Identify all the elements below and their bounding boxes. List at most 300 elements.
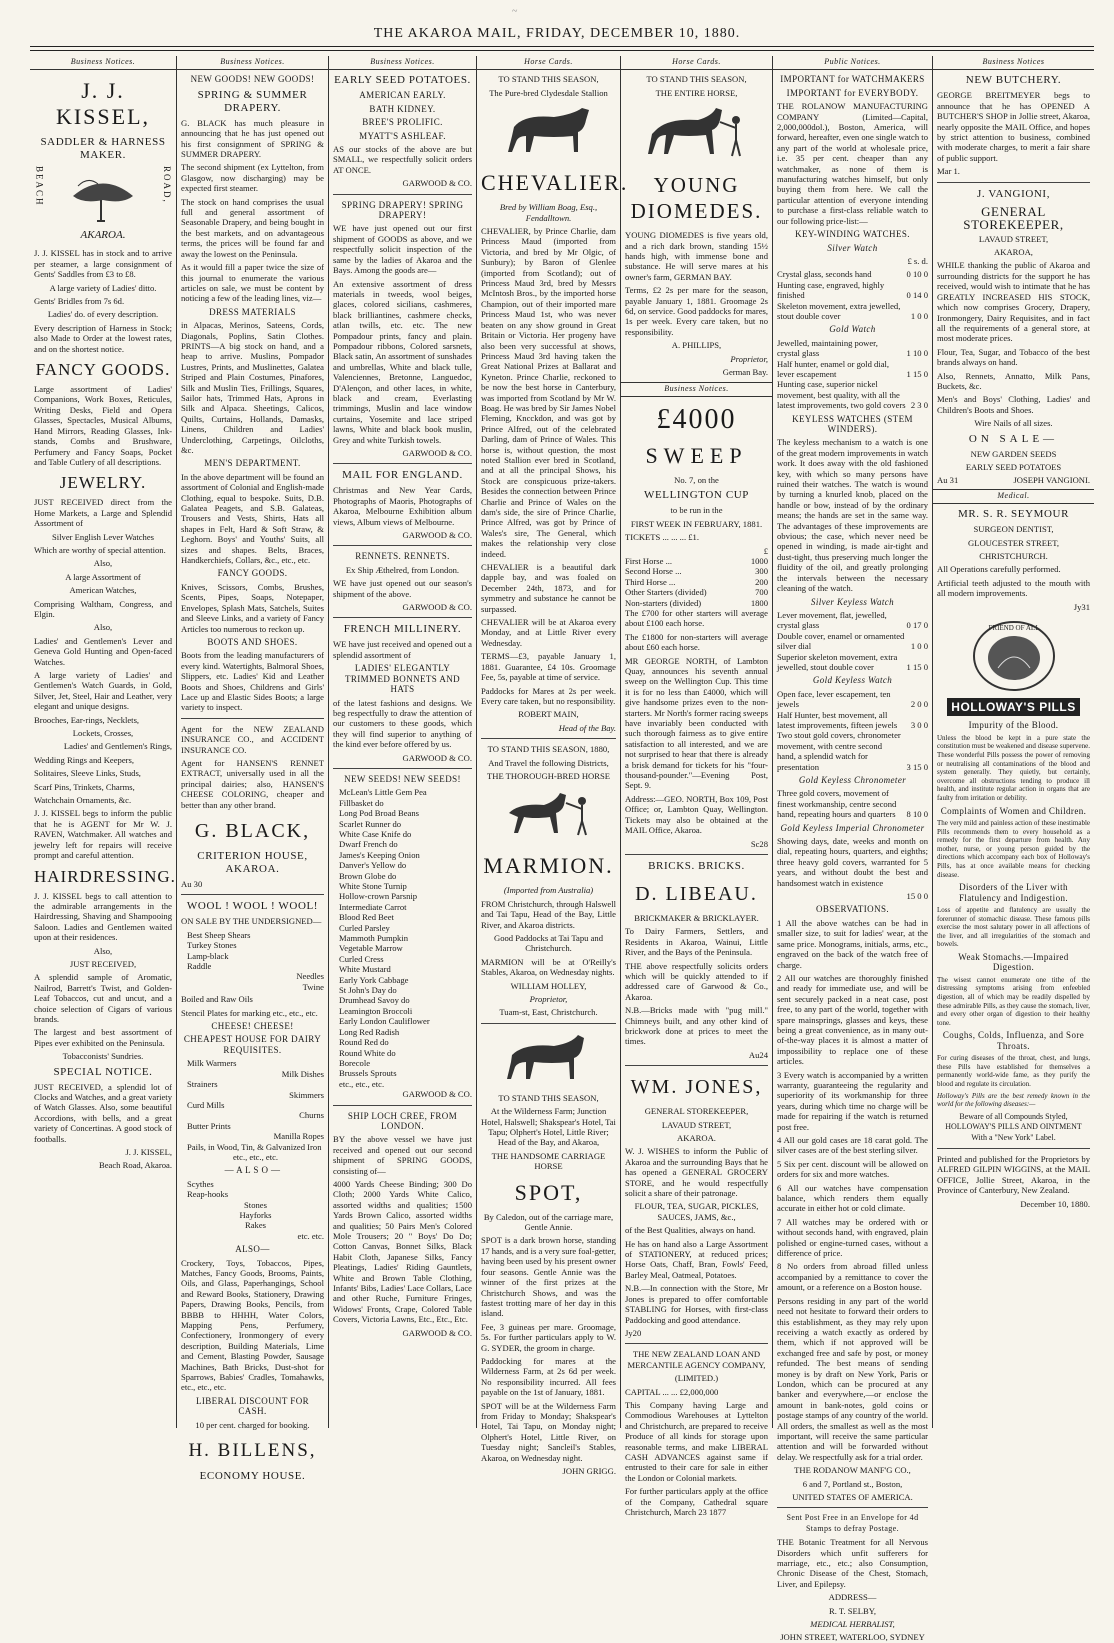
road-label: ROAD,: [162, 166, 172, 205]
saddle-illustration: [34, 166, 172, 248]
list-item: Butter Prints: [187, 1120, 231, 1131]
notice-text: Large assortment of Ladies' Companions, Work Boxes, Reticules, Writing Desks, Field and Opera Glasses, Spectacles, Musical Albums, Hand Mirrors, Reading Glasses, Ink-stands, Combs and Brushware, Perfumery and Fancy Soaps, Pocket and Table Cutlery of all descriptions.: [34, 384, 172, 467]
notice-text: THE HANDSOME CARRIAGE HORSE: [491, 1150, 606, 1172]
price-list: [777, 788, 928, 819]
notice-text: Knives, Scissors, Combs, Brushes, Scents, Pipes, Soaps, Notepaper, Envelopes, Splash Mats, Satchels, Suites and Sleeve Links, and a variety of Fancy Articles too numerous to reckon up.: [181, 581, 324, 634]
list-item: etc., etc., etc.: [339, 1078, 385, 1089]
list-item: Churns: [299, 1110, 324, 1121]
notice-text: Boiled and Raw Oils: [181, 994, 253, 1005]
notice-text: 3 Every watch is accompanied by a written warranty, guaranteeing the regularity and superiority of its workmanship for three years, during which time no charge will be made for repairing if the watch is returned post free.: [777, 1069, 928, 1132]
price-description: Half hunter, enamel or gold dial, lever escapement: [777, 358, 890, 379]
notice-text: The £700 for other starters will average about £100 each horse.: [625, 607, 768, 629]
table-cell: 1800: [750, 597, 768, 608]
notice-text: Also,: [93, 558, 113, 569]
notice-text: Men's and Boys' Clothing, Ladies' and Children's Boots and Shoes.: [937, 394, 1090, 415]
notice-text: WHILE thanking the public of Akaroa and surrounding districts for the support he has received, would wish to intimate that he has GREATLY INCREASED HIS STOCK, which now comprises Grocery, Drapery, Ironmongery, Dairy Requisites, and in fact all the requirements of a general store, at most moderate prices.: [937, 260, 1090, 344]
prize-table: [625, 546, 768, 608]
notice-text: TERMS—£3, payable January 1, 1881. Guarantee, £4 10s. Groomage Fee, 5s, payable at time of service.: [481, 651, 616, 683]
divider: [625, 854, 768, 855]
advertiser-name: D. LIBEAU.: [635, 882, 758, 905]
notice-text: GLOUCESTER STREET,: [967, 537, 1060, 548]
notice-text: The wisest cannot enumerate one tithe of the distressing symptoms arising from enfeebled digestion, all of which may be readily dispelled by these admirable Pills, as they cause the stomach, liver, and every other organ of digestion to their healthy tone.: [937, 975, 1090, 1027]
notice-text: 4000 Yards Cheese Binding; 300 Do Cloth; 2000 Yards White Calico, assorted widths and qualities; 1500 Yards Brown Calico, assorted widths and qualities; 50 Pairs Men's Colored Mole Trousers; 20 " Boys' Do Do; Cotton Canvas, Bonnet Silks, Black Habit Cloth, Japanese Silks, Fancy Pleatings, Ladies' Riding Gauntlets, White and Brown Table Clothing, Infants' Bibs, Ladies' Lace Collars, Lace and other Ruche, Furniture Fringes, Widows' Fronts, Crape, Colored Table Covers, Victoria Lawns, Etc., Etc., Etc.: [333, 1178, 472, 1325]
list-item: Curled Cress: [339, 953, 384, 964]
notice-text: Showing days, date, weeks and month on dial, repeating hours, quarters, and eighths; three heavy gold covers, warranted for 5 years, and without doubt the best and handsomest watch in existence: [777, 836, 928, 888]
notice-text: Every description of Harness in Stock; also Made to Order at the lowest rates, and on the shortest notice.: [34, 322, 172, 354]
section-heading: Weak Stomachs.—Impaired Digestion.: [958, 951, 1069, 973]
notice-heading: FRENCH MILLINERY.: [343, 623, 462, 636]
price-row: [777, 689, 928, 710]
top-rule: [30, 46, 1094, 47]
list-item: Hayforks: [239, 1209, 272, 1220]
price-value: 15 0 0: [906, 891, 928, 902]
notice-heading: IMPORTANT for EVERYBODY.: [786, 87, 919, 98]
seal-label: FRIEND OF ALL: [988, 624, 1039, 633]
notice-text: Loss of appetite and flatulency are usually the forerunner of stomachic disease. These famous pills exercise the most salutary power in all affections of the liver, and all irregularities of the stomach and bowels.: [937, 905, 1090, 949]
section-heading: MEN'S DEPARTMENT.: [204, 458, 301, 469]
notice-code: Au 31: [937, 475, 959, 486]
section-heading: KEY-WINDING WATCHES.: [795, 229, 910, 240]
divider: [333, 194, 472, 195]
notice-heading: NEW SEEDS! NEW SEEDS!: [344, 773, 461, 784]
signature: GARWOOD & CO.: [402, 752, 472, 763]
list-item: Strainers: [187, 1079, 218, 1090]
notice-heading: ECONOMY HOUSE.: [199, 1470, 306, 1483]
notice-text: To Dairy Farmers, Settlers, and Residents in Akaroa, Wainui, Little River, and the Bays of the Peninsula.: [625, 926, 768, 958]
notice-text: CHRISTCHURCH.: [979, 551, 1048, 561]
notice-text: Agent for HANSEN'S RENNET EXTRACT, universally used in all the principal dairies; also, HANSEN'S CHEESE COLORING, cheaper and better than any other brand.: [181, 757, 324, 810]
notice-text: ON SALE BY THE UNDERSIGNED—: [181, 916, 322, 927]
price-row: [777, 730, 928, 772]
saddle-icon: [63, 166, 143, 226]
notice-text: SPOT is a dark brown horse, standing 17 hands, and is a very sure foal-getter, having been used by his present owner four seasons. Gentle Annie was the winner of the first prizes at the Christchurch Shows, and was the fastest trotting mare of her day in this island.: [481, 1235, 616, 1319]
notice-text: W. J. WISHES to inform the Public of Akaroa and the surrounding Bays that he has opened a GENERAL GROCERY STORE, and he would respectfully solicit a share of their patronage.: [625, 1146, 768, 1199]
table-cell: 200: [755, 576, 768, 587]
notice-text: to be run in the: [670, 505, 723, 516]
notice-heading: EARLY SEED POTATOES.: [334, 74, 471, 87]
notice-heading: Sent Post Free in an Envelope for 4d Stamps to defray Postage.: [786, 1513, 919, 1533]
notice-text: AKAROA.: [677, 1133, 716, 1143]
column-6: [772, 56, 932, 1643]
notice-text: The largest and best assortment of Pipes ever exhibited on the Peninsula.: [34, 1027, 172, 1048]
notice-text: JUST RECEIVED,: [69, 958, 137, 969]
table-row: [625, 556, 768, 566]
divider: [333, 617, 472, 618]
column-heading: Business Notices: [933, 56, 1094, 70]
section-heading: Gold Watch: [829, 324, 876, 335]
notice-text: ADDRESS—: [828, 1592, 877, 1603]
notice-code: Au 30: [181, 879, 203, 889]
list-item: Mammoth Pumpkin: [339, 933, 408, 944]
newspaper-page: [30, 56, 1094, 1643]
notice-text: EARLY SEED POTATOES: [965, 461, 1062, 472]
price-value: 2 0 0: [910, 699, 928, 710]
list-item: Long Pod Broad Beans: [339, 808, 419, 819]
section-heading: SPECIAL NOTICE.: [53, 1065, 153, 1078]
divider: [481, 1023, 616, 1024]
list-item: Needles: [296, 971, 324, 982]
price-description: Half Hunter, best movement, all latest improvements, fifteen jewels: [777, 709, 898, 730]
top-rule-2: [30, 50, 1094, 51]
racehorse-with-groom-icon: [494, 785, 604, 845]
section-heading: — A L S O —: [224, 1165, 281, 1176]
notice-text: American Watches,: [69, 585, 137, 596]
notice-heading: GENERAL STOREKEEPER,: [963, 203, 1064, 232]
notice-text: THE RODANOW MANF'G CO.,: [794, 1465, 911, 1476]
notice-text: WE have just opened out our first shipment of GOODS as above, and we respectfully solicit inspection of the same by the ladies of Akaroa and the Bays. Among the goods are—: [333, 223, 472, 276]
dairy-list: [181, 1058, 324, 1162]
notice-heading: IMPORTANT for WATCHMAKERS: [780, 74, 925, 85]
notice-heading: SPRING DRAPERY! SPRING DRAPERY!: [341, 199, 464, 221]
notice-text: AKAROA,: [994, 247, 1033, 258]
signature: A. PHILLIPS,: [671, 340, 722, 351]
carriage-horse-icon: [494, 1029, 604, 1089]
section-heading: ALSO—: [235, 1244, 270, 1255]
price-row: [777, 652, 928, 673]
price-row: [777, 788, 928, 819]
notice-text: Comprising Waltham, Congress, and Elgin.: [34, 598, 172, 619]
notice-text: And Travel the following Districts,: [488, 757, 609, 768]
notice-text: The £1800 for non-starters will average about £60 each horse.: [625, 631, 768, 653]
notice-text: A large Assortment of: [65, 571, 141, 582]
list-item: Curd Mills: [187, 1099, 225, 1110]
notice-text: THE ROLANOW MANUFACTURING COMPANY (Limited—Capital, 2,000,000dol.), Boston, America, will forward, hereafter, even one single watch to any part of the world at wholesale price, i.e. 35 per cent. cheaper than any watchmaker, as none of them is manufacturing watches himself, but only buying them from here. We call the particular attention of everyone intending to purchase a first-class reliable watch to our following price-list:—: [777, 101, 928, 226]
notice-text: GENERAL STOREKEEPER,: [644, 1106, 749, 1117]
table-cell: Other Starters (divided): [625, 587, 707, 598]
list-item: Intermediate Carrot: [339, 901, 407, 912]
list-item: Scarlet Runner do: [339, 818, 402, 829]
notice-text: A large variety of Ladies' and Gentlemen's Watch Guards, in Gold, Silver, Jet, Steel, Hair and Leather, very elegant and unique designs.: [34, 670, 172, 712]
notice-text: FIRST WEEK IN FEBRUARY, 1881.: [630, 518, 763, 529]
signature: GARWOOD & CO.: [402, 448, 472, 458]
table-row: [625, 566, 768, 576]
section-heading: DRESS MATERIALS: [209, 306, 296, 317]
notice-heading: ON SALE—: [968, 432, 1059, 445]
beach-label: BEACH: [34, 166, 45, 207]
list-item: Pails, in Wood, Tin, & Galvanized Iron: [187, 1141, 322, 1152]
notice-text: Which are worthy of special attention.: [34, 544, 166, 555]
column-7: [932, 56, 1094, 1428]
list-item: Hollow-crown Parsnip: [339, 891, 418, 902]
newspaper-title: THE AKAROA MAIL, FRIDAY, DECEMBER 10, 1880.: [373, 26, 741, 41]
horse-name: MARMION.: [483, 853, 614, 879]
section-heading: CHEAPEST HOUSE FOR DAIRY REQUISITES.: [183, 1034, 322, 1055]
notice-text: The stock on hand comprises the usual full and general assortment of Seasonable Drapery, and being bought in the best markets, and on advantageous terms, the prices will be found far and away the lowest on the Peninsula.: [181, 196, 324, 259]
notice-saddles: J. J. KISSEL has in stock and to arrive per steamer, a large consignment of Gents' Saddles from £3 to £8.: [34, 248, 172, 280]
signature: German Bay.: [722, 367, 768, 378]
table-cell: Non-starters (divided): [625, 597, 702, 608]
sweep-amount: £4000: [656, 403, 737, 435]
price-list: [777, 689, 928, 772]
table-row: [625, 577, 768, 587]
divider: [333, 1105, 472, 1106]
notice-text: Flour, Tea, Sugar, and Tobacco of the best brands always on hand.: [937, 346, 1090, 368]
notice-text: Paddocking for mares at the Wilderness Farm, at 2s 6d per week. No responsibility incurred. All fees payable on the 1st of January, 1881.: [481, 1355, 616, 1398]
section-heading: Coughs, Colds, Influenza, and Sore Throats.: [942, 1030, 1085, 1051]
signature: GARWOOD & CO.: [402, 602, 472, 613]
horse-name: SPOT,: [514, 1179, 583, 1205]
price-list: [777, 338, 928, 411]
notice-text: NEW GARDEN SEEDS: [970, 448, 1057, 459]
advertiser-name: G. BLACK,: [194, 820, 311, 842]
table-cell: Second Horse ...: [625, 566, 682, 577]
column-heading: Medical.: [933, 489, 1094, 504]
price-row: [777, 280, 928, 301]
signature: ROBERT MAIN,: [518, 709, 579, 720]
notice-text: THE above respectfully solicits orders which will be quickly attended to if addressed care of Garwood & Co., Akaroa.: [625, 960, 768, 1002]
notice-text: AS our stocks of the above are but SMALL, we respectfully solicit orders AT ONCE.: [333, 144, 472, 175]
list-item: James's Keeping Onion: [339, 849, 420, 860]
notice-text: Also,: [93, 945, 113, 956]
notice-text: For curing diseases of the throat, chest, and lungs, these Pills have established for themselves a permanently world-wide fame, as they purify the blood and regulate its circulation.: [937, 1054, 1090, 1088]
notice-text: THE THOROUGH-BRED HORSE: [486, 770, 611, 781]
advertiser-name: J. VANGIONI,: [976, 187, 1051, 200]
notice-text: All Operations carefully performed.: [937, 564, 1061, 575]
price-value: 1 10 0: [906, 348, 928, 359]
list-item: Manilla Ropes: [273, 1131, 324, 1142]
column-heading: Business Notices.: [621, 382, 772, 397]
notice-text: FLOUR, TEA, SUGAR, PICKLES, SAUCES, JAMS, &c.,: [634, 1201, 759, 1222]
table-row: [625, 598, 768, 608]
price-value: 1 0 0: [910, 310, 928, 321]
town-label: AKAROA.: [80, 229, 126, 242]
notice-text: Bred by William Boag, Esq., Fendalltown.: [499, 202, 598, 223]
price-value: 0 10 0: [906, 269, 928, 280]
notice-text: Good Paddocks at Tai Tapu and Christchurch.: [494, 932, 603, 954]
notice-text: CHEVALIER, by Prince Charlie, dam Princess Maud (imported from Victoria, and bred by Mr Olgic, of Sunbury); by Baron of Glenlee (imported from Scotland); out of Princess Maud 3rd, bred by Messrs McIntosh Bros., by the imported horse Champion, out of their imported mare Princess Maud 1st, who was never beaten on any show ground in Great Britain or Victoria. Her progeny have also been very successful at shows, Princess Maud 3rd having taken the Great National Prizes at Ballarat and Kyneton. Prince Charlie, reckoned to be now the best horse in Canterbury, was imported from Scotland by Mr W. Boag. He was bred by Sir James Nobel Fleming, Kncckdon, and was got by Prince Alfred, out of the celebrated Darling, dam of Prince of Wales. This horse is, without question, the most noted Stallion ever bred in Scotland, and at all the principal Shows, his Stock are conspicuous prize-takers. Besides the connection between Prince Charlie and Prince of Wales on the dam's side, the sire of Prince Charlie, Prince Alfred, was got by Prince of Wales's sire, The General, which makes the relationship very close indeed.: [481, 226, 616, 559]
notice-text: JUST RECEIVED direct from the Home Markets, a Large and Splendid Assortment of: [34, 497, 172, 529]
notice-text: Also,: [93, 622, 113, 633]
divider: [937, 182, 1090, 183]
column-4: [476, 56, 629, 1476]
notice-text: FROM Christchurch, through Halswell and Tai Tapu, Head of the Bay, Little River, and Akaroa districts.: [481, 898, 616, 930]
signature: JOHN GRIGG.: [562, 1466, 616, 1476]
price-description: Open face, lever escapement, ten jewels: [777, 688, 891, 710]
notice-text: No. 7, on the: [674, 474, 719, 485]
notice-text: 6 and 7, Portland st., Boston,: [802, 1478, 903, 1489]
notice-text: YOUNG DIOMEDES is five years old, and a rich dark brown, standing 15½ hands high, with immense bone and substance. He will serve mares at his owner's farm, GERMAN BAY.: [625, 230, 768, 282]
section-heading: JEWELRY.: [59, 473, 147, 493]
notice-text: Scarf Pins, Trinkets, Charms,: [34, 781, 135, 792]
list-item: Stones: [244, 1199, 267, 1210]
column-heading: Business Notices.: [329, 56, 476, 70]
notice-text: R. T. SELBY,: [828, 1605, 877, 1616]
notice-text: of the Best Qualities, always on hand.: [625, 1225, 756, 1236]
notice-text: MR GEORGE NORTH, of Lambton Quay, announces his seventh annual sweep on the Wellington Cup. This time it is for no less than £4000, which will give handsome prizes even to the non-starters. Mr North's former racing sweeps have invariably been conducted with such thorough fairness as to give entire satisfaction to all interested, and we are not surprised to hear that there is already a brisk demand for tickets for his "four-thousand-pounder."—Evening Post, Sept. 9.: [625, 655, 768, 791]
list-item: Milk Dishes: [281, 1068, 324, 1079]
table-cell: 1000: [750, 555, 768, 566]
signature: Tuam-st, East, Christchurch.: [499, 1007, 598, 1018]
notice-text: JUST RECEIVED, a splendid lot of Clocks and Watches, and a great variety of Watch Glasses. Also, some beautiful Accordions, with bells, and a great variety of Concertinas. A good stock of footballs.: [34, 1081, 172, 1144]
notice-text: J. J. KISSEL begs to call attention to the admirable arrangements in the Hairdressing, Shaving and Shampooing Saloon. Ladies and Gentlemen waited upon at their residences.: [34, 890, 172, 943]
notice-text: Artificial teeth adjusted to the mouth with all modern improvements.: [937, 577, 1090, 599]
divider: [937, 1148, 1090, 1149]
section-heading: HAIRDRESSING.: [34, 866, 176, 886]
notice-text: Agent for the NEW ZEALAND INSURANCE CO., and ACCIDENT INSURANCE CO.: [181, 723, 324, 755]
table-cell: Third Horse ...: [625, 576, 676, 587]
signature: Beach Road, Akaroa.: [98, 1160, 172, 1171]
list-item: Long Red Radish: [339, 1026, 400, 1037]
price-row: [777, 710, 928, 731]
column-2: [176, 56, 328, 1483]
price-row: [777, 359, 928, 380]
list-item: Milk Warmers: [187, 1058, 237, 1069]
column-heading: Horse Cards.: [621, 56, 772, 70]
notice-text: Persons residing in any part of the world need not hesitate to forward their orders to this establishment, as they may rely upon receiving a watch exactly as ordered by them, which if not approved will be exchanged free and safe by post, or money refunded. The best means of sending money is by draft on New York, Paris or London, which can be procured at any banker and everywhere,—or enclose the amount in bank-notes, gold coins or postage stamps of any country of the world. All orders, the smallest as well as the most important, will receive the same particular attention and will be forwarded without delay. We respectfully ask for a trial order.: [777, 1295, 928, 1462]
notice-text: A large variety of Ladies' ditto.: [49, 282, 157, 293]
list-item: Borecole: [339, 1057, 371, 1068]
column-5: [620, 56, 772, 1517]
notice-text: SPOT will be at the Wilderness Farm from Friday to Monday; Shakspear's Hotel, Tai Tapu, on Monday night; Olphert's Hotel, Little River, on Tuesday night; Sancleil's Stables, Akaroa, on Wednesday night.: [481, 1400, 616, 1463]
section-heading: Disorders of the Liver with Flatulency and Indigestion.: [958, 882, 1069, 903]
table-cell: First Horse ...: [625, 555, 673, 566]
section-heading: KEYLESS WATCHES (STEM WINDERS).: [792, 413, 913, 434]
notice-text: Also, Rennets, Annatto, Milk Pans, Buckets, &c.: [937, 370, 1090, 391]
list-item: Rakes: [244, 1220, 266, 1231]
list-item: etc. etc.: [297, 1230, 324, 1241]
list-item: Drumhead Savoy do: [339, 995, 410, 1006]
notice-text: Unless the blood be kept in a pure state the constitution must be weakened and disease supervene. These wonderful Pills possess the power of removing or neutralising all contaminations of the blood and system generally. They quietly, but certainly, overcome all obstructions tending to produce ill health, and institute regular action in organs that are faulty from irritation or debility.: [937, 733, 1090, 802]
list-item: MYATT'S ASHLEAF.: [359, 130, 446, 141]
price-description: Superior skeleton movement, extra jewelled, stout double cover: [777, 651, 898, 672]
notice-text: G. BLACK has much pleasure in announcing that he has just opened out his first consignment of SPRING & SUMMER DRAPERY.: [181, 117, 324, 160]
section-heading: Complaints of Women and Children.: [940, 805, 1087, 816]
notice-text: By Caledon, out of the carriage mare, Gentle Annie.: [483, 1211, 614, 1233]
notice-text: 4 All our gold cases are 18 carat gold. The silver cases are of the best sterling silver.: [777, 1135, 928, 1156]
list-item: Brussels Sprouts: [339, 1068, 397, 1079]
section-heading: BOOTS AND SHOES.: [207, 636, 298, 647]
divider: [333, 545, 472, 546]
notice-heading: CRITERION HOUSE, AKAROA.: [197, 850, 308, 875]
price-value: 0 17 0: [906, 620, 928, 631]
price-value: 0 14 0: [906, 290, 928, 301]
list-item: St John's Day do: [339, 985, 397, 996]
table-cell: 300: [755, 566, 768, 577]
list-item: AMERICAN EARLY.: [359, 90, 446, 101]
price-list: [777, 610, 928, 672]
list-item: Curled Parsley: [339, 922, 390, 933]
list-item: Vegetable Marrow: [339, 943, 403, 954]
list-item: White Case Knife do: [339, 828, 412, 839]
price-row: [777, 338, 928, 359]
advertiser-name: J. J. KISSEL,: [55, 78, 151, 130]
notice-text: 5 Six per cent. discount will be allowed on orders for six and more watches.: [777, 1158, 928, 1180]
divider: [333, 463, 472, 464]
list-item: Turkey Stones: [187, 940, 237, 951]
list-item: Round Red do: [339, 1037, 389, 1048]
signature: JOSEPH VANGIONI.: [1013, 475, 1090, 486]
notice-text: Solitaires, Sleeve Links, Studs,: [34, 768, 141, 779]
notice-text: TO STAND THIS SEASON,: [498, 1092, 599, 1103]
list-item: Best Sheep Shears: [187, 929, 251, 940]
price-row: [777, 610, 928, 631]
price-list: [777, 269, 928, 321]
price-value: 3 15 0: [906, 761, 928, 772]
price-description: Crystal glass, seconds hand: [777, 269, 872, 280]
trade-heading: SADDLER & HARNESS MAKER.: [40, 136, 166, 162]
notice-text: BRICKMAKER & BRICKLAYER.: [634, 912, 759, 923]
notice-text: Wire Nails of all sizes.: [974, 418, 1053, 429]
notice-text: Holloway's Pills are the best remedy known in the world for the following diseases:—: [937, 1091, 1090, 1109]
notice-text: Fee, 3 guineas per mare. Groomage, 5s. For further particulars apply to W. G. SYDER, the groom in charge.: [481, 1321, 616, 1353]
sale-list: [181, 930, 324, 992]
notice-text: He has on hand also a Large Assortment of STATIONERY, at reduced prices; Horse Oats, Chaff, Bran, Fowls' Feed, Barley Meal, Oatmeal, Potatoes.: [625, 1238, 768, 1280]
notice-text: in Alpacas, Merinos, Sateens, Cords, Diagonals, Poplins, Satin Clothes. PRINTS—A big stock on hand, and a heap to arrive. Muslins, Pompador Lustres, Prints, and Muslinettes, Galatea Striped and Plain Costumes, Pinafores, Silk and Muslin Ties, Frillings, Squares, Sailor hats, Trimmed Hats, Aprons in Silk and Alpaca. Sheetings, Calicos, Quilts, Curtains, Hollands, Damasks, Linens, Children and Ladies' Underclothing, Carpetings, Oilcloths, &c.: [181, 320, 324, 455]
signature: WILLIAM HOLLEY,: [510, 980, 587, 991]
price-row: [777, 631, 928, 652]
notice-text: The keyless mechanism to a watch is one of the great modern improvements in watch work. It does away with the old fashioned key, with which so many persons have ruined their watches. The watch is wound by turning a knurled knob, placed on the handle or bow, instead of by the ordinary means; the hands are set in the same way. The advantages of these improvements are obvious; the case, which never need be opened in winding, is made air-tight and dust-tight, thus preserving much longer the fluidity of the oil, and greatly prolonging the intervals between the necessary cleaning of the watch.: [777, 437, 928, 594]
holloway-seal-icon: [964, 616, 1064, 694]
list-item: Brown Globe do: [339, 870, 397, 881]
currency-label: £ s. d.: [907, 255, 928, 266]
notice-text: THE ENTIRE HORSE,: [655, 87, 738, 98]
notice-text: LAVAUD STREET,: [661, 1119, 732, 1130]
notice-text: TO STAND THIS SEASON,: [498, 74, 599, 85]
notice-text: The Pure-bred Clydesdale Stallion: [489, 87, 608, 98]
signature: GARWOOD & CO.: [402, 178, 472, 189]
notice-text: TO STAND THIS SEASON,: [646, 74, 747, 85]
notice-text: (LIMITED.): [674, 1373, 719, 1384]
list-item: etc., etc., etc.: [232, 1151, 279, 1162]
notice-text: GEORGE BREITMEYER begs to announce that he has OPENED A BUTCHER'S SHOP in Jollie street, Akaroa, nearly opposite the MAIL Office, and hopes by strict attention to business, combined with moderate charges, to merit a fair share of public support.: [937, 90, 1090, 163]
notice-text: Watchchain Ornaments, &c.: [34, 795, 132, 806]
price-value: 1 15 0: [906, 368, 928, 379]
list-item: McLean's Little Gem Pea: [339, 787, 427, 798]
price-value: 2 3 0: [910, 400, 928, 411]
notice-heading: RENNETS. RENNETS.: [355, 551, 450, 562]
section-heading: FANCY GOODS.: [217, 568, 288, 579]
notice-text: SURGEON DENTIST,: [973, 524, 1054, 535]
column-heading: Public Notices.: [773, 56, 932, 70]
notice-text: 2 All our watches are thoroughly finished and ready for immediate use, and will be sent securely packed in a neat case, post free, to any part of the world, together with spare mainsprings, glasses and keys, these being a great convenience, as in many out-of-the-way places it is almost a matter of impossibility to replace one of these articles.: [777, 972, 928, 1067]
notice-text: Boots from the leading manufacturers of every kind. Watertights, Balmoral Shoes, Slippers, etc. Ladies' Kid and Leather Boots and Shoes, Childrens and Girls' Lace up and Elastic Sides Boots; a large variety to inspect.: [181, 650, 324, 713]
holloways-pills-banner: HOLLOWAY'S PILLS: [947, 698, 1080, 716]
price-value: 8 10 0: [906, 809, 928, 820]
notice-text: Ladies' and Gentlemen's Rings,: [63, 741, 172, 752]
horse-name: YOUNG DIOMEDES.: [630, 173, 763, 224]
notice-text: 10 per cent. charged for booking.: [195, 1419, 310, 1430]
price-description: Skeleton movement, extra jewelled, stout double cover: [777, 300, 901, 321]
notice-heading: LADIES' ELEGANTLY TRIMMED BONNETS AND HATS: [344, 663, 461, 695]
price-value: 1 0 0: [910, 641, 928, 652]
signature: Proprietor,: [529, 994, 568, 1004]
notice-text: As it would fill a paper twice the size of this journal to enumerate the various articles on sale, we must be content by noticing a few of the leading lines, viz—: [181, 262, 324, 304]
price-description: Double cover, enamel or ornamented silver dial: [777, 630, 905, 652]
notice-text: Terms, £2 2s per mare for the season, payable January 1, 1881. Groomage 2s 6d, on service. Good paddocks for mares, 1s per week. Every care taken, but no responsibility.: [625, 285, 768, 337]
section-heading: Gold Keyless Chronometer: [798, 775, 907, 785]
section-heading: Silver Watch: [827, 242, 878, 253]
notice-text: CAPITAL ... ... £2,000,000: [625, 1386, 719, 1397]
table-cell: 700: [755, 587, 768, 598]
notice-code: Sc28: [750, 838, 768, 849]
notice-text: WE have just opened out our season's shipment of the above.: [333, 578, 472, 599]
price-value: 1 15 0: [906, 661, 928, 672]
notice-text: 7 All watches may be ordered with or without seconds hand, with engraved, plain polished or engine-turned cases, without a difference of price.: [777, 1216, 928, 1259]
notice-heading: SHIP LOCH CREE, FROM LONDON.: [347, 1110, 458, 1131]
notice-text: Stencil Plates for marking etc., etc., etc.: [181, 1007, 318, 1018]
notice-text: This Company having Large and Commodious Warehouses at Lyttelton and Christchurch, are prepared to receive Produce of all kinds for storage upon reasonable terms, and make LIBERAL CASH ADVANCES against same if entrusted to their care for sale in either the London or Colonial markets.: [625, 1399, 768, 1483]
signature: Proprietor,: [730, 353, 768, 364]
clydesdale-horse-icon: [494, 102, 604, 162]
column-heading: Business Notices.: [177, 56, 328, 70]
price-description: Two stout gold covers, chronometer movement, with centre second hand, a splendid watch for presentation: [777, 730, 901, 772]
notice-text: MARMION will be at O'Reilly's Stables, Akaroa, on Wednesday nights.: [481, 956, 616, 978]
list-item: Early London Cauliflower: [339, 1016, 430, 1027]
column-1: [30, 56, 176, 1428]
notice-code: Jy20: [625, 1327, 642, 1338]
advertiser-name: MR. S. R. SEYMOUR: [957, 508, 1070, 521]
notice-text: An extensive assortment of dress materials in tweeds, wool beiges, glaces, colored sicilians, cashmeres, black brilliantines, cashmere checks, atlan twills, etc. etc. The new Pompadour prints, fancy and plain. Pompadour ribbons, Colored sarsnets, Black satin, An assortment of sunshades and umbrellas, White and black tulle, Valenciennes, Bretonne, Languedoc, D'Alençon, and other laces, in white, black and cream, Everlasting trimmings, Muslin and lace window curtains, Yosemite and lace striped lawns, White and black book muslin, Grey and white Turkish towels.: [333, 278, 472, 445]
